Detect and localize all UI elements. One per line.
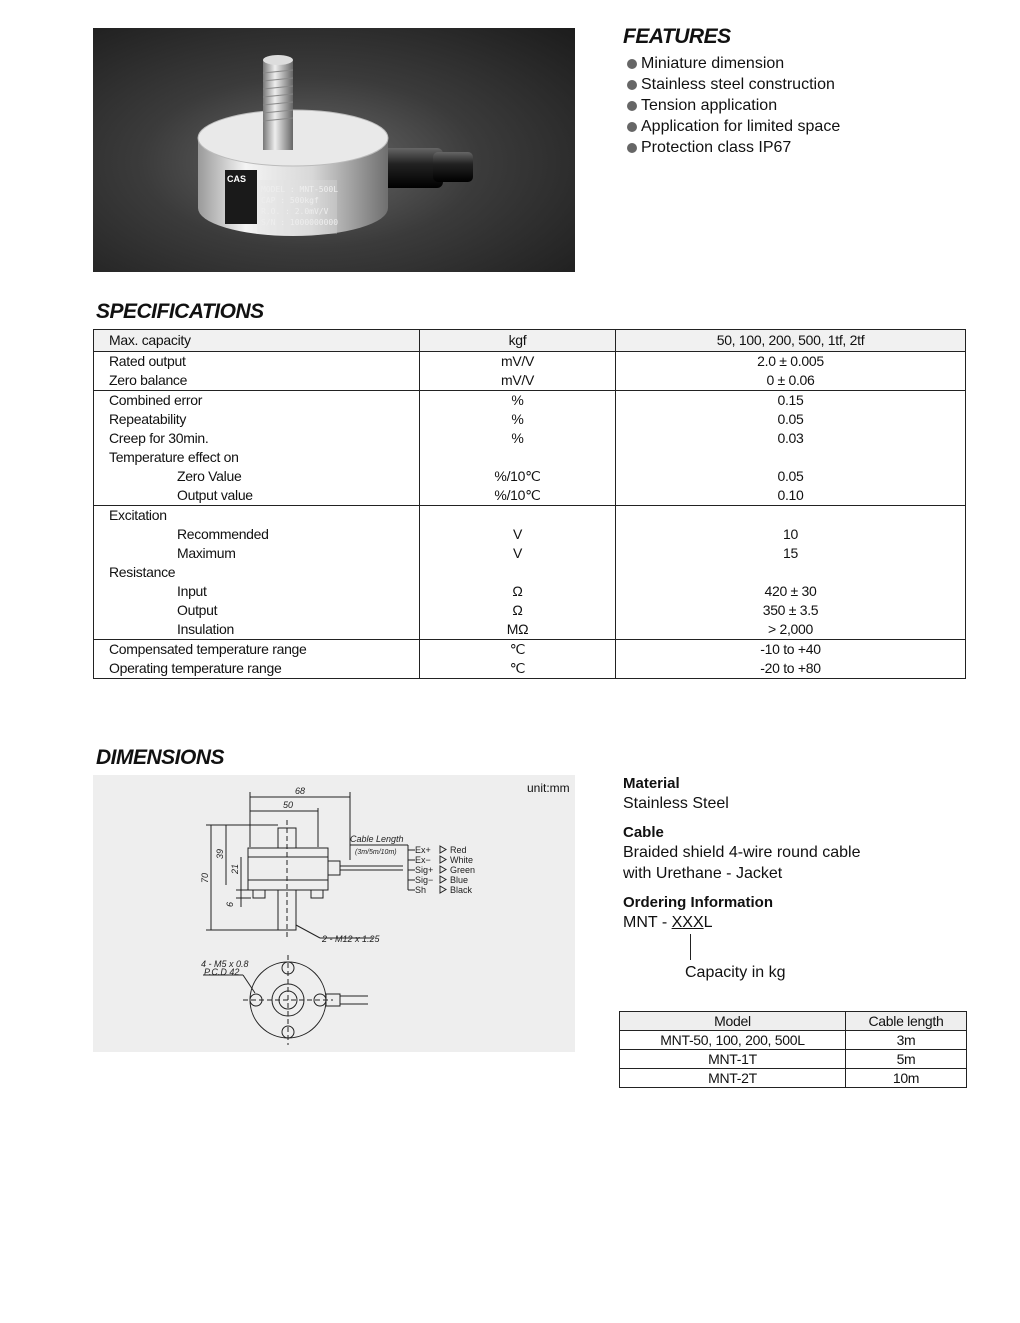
spec-unit <box>420 448 615 467</box>
spec-name: Maximum <box>177 545 236 561</box>
spec-value: 0.05 <box>777 411 804 427</box>
spec-value-cell <box>616 391 966 506</box>
ordering-suffix: L <box>703 914 713 931</box>
ordering-note: Capacity in kg <box>685 964 786 981</box>
spec-header-name: Max. capacity <box>94 330 420 352</box>
spec-name: Zero balance <box>109 372 188 388</box>
dim-21-label: 21 <box>230 863 240 874</box>
table-row <box>620 1050 967 1069</box>
spec-value: 0.05 <box>777 468 804 484</box>
spec-value-cell <box>616 506 966 640</box>
spec-value: 0.15 <box>777 392 804 408</box>
ordering-header-model: Model <box>620 1012 846 1031</box>
cable-line-1: Braided shield 4-wire round cable <box>623 844 861 861</box>
feature-item: Tension application <box>627 95 840 116</box>
photo-label-line: R.O. : 2.0mV/V <box>261 207 329 216</box>
spec-value: 2.0 ± 0.005 <box>757 353 824 369</box>
photo-label-line: CAP : 500kgf <box>261 196 319 205</box>
wire-arrow-icon <box>440 876 446 883</box>
ordering-model: MNT-50, 100, 200, 500L <box>620 1031 846 1050</box>
table-row <box>620 1031 967 1050</box>
spec-value <box>616 506 965 525</box>
wire-color: Black <box>450 885 473 895</box>
cable-line-2: with Urethane - Jacket <box>623 865 783 882</box>
spec-name: Output value <box>177 487 253 503</box>
ordering-cable-length: 5m <box>846 1050 967 1069</box>
wire-color: Blue <box>450 875 469 885</box>
spec-value <box>616 563 965 582</box>
spec-name: Insulation <box>177 621 234 637</box>
material-value: Stainless Steel <box>623 795 729 812</box>
wire-color-list <box>415 845 475 895</box>
spec-unit: % <box>511 430 524 446</box>
spec-unit: ℃ <box>509 660 526 676</box>
spec-name-cell <box>94 352 420 391</box>
spec-name-cell <box>94 506 420 640</box>
spec-value: 0.10 <box>777 487 804 503</box>
spec-value: 350 ± 3.5 <box>762 602 819 618</box>
product-photo <box>93 28 575 272</box>
features-list <box>627 53 840 158</box>
cable-length-options: (3m/5m/10m) <box>355 849 397 856</box>
bolt-label: 4 - M5 x 0.8 <box>201 959 249 969</box>
wire-arrow-icon <box>440 846 446 853</box>
spec-name: Creep for 30min. <box>109 430 209 446</box>
spec-name: Input <box>177 583 207 599</box>
spec-group-row <box>94 352 966 391</box>
spec-unit: % <box>511 392 524 408</box>
spec-name: Compensated temperature range <box>109 641 307 657</box>
dim-50-label: 50 <box>283 800 294 810</box>
material-title: Material <box>623 775 680 792</box>
spec-unit: %/10℃ <box>494 487 541 503</box>
ordering-title: Ordering Information <box>623 894 773 911</box>
dimensions-title: DIMENSIONS <box>96 746 225 769</box>
wire-color: White <box>450 855 474 865</box>
ordering-header-cable: Cable length <box>846 1012 967 1031</box>
spec-unit: V <box>512 526 523 542</box>
wire-color: Green <box>450 865 476 875</box>
photo-label-line: MODEL : MNT-500L <box>261 185 339 194</box>
specifications-table <box>93 329 966 679</box>
wire-signal: Sig− <box>415 875 434 885</box>
features-title: FEATURES <box>623 25 731 48</box>
dim-68-label: 68 <box>295 786 306 796</box>
spec-group-row <box>94 506 966 640</box>
spec-name: Zero Value <box>177 468 242 484</box>
spec-unit: %/10℃ <box>494 468 541 484</box>
wire-signal: Ex− <box>415 855 431 865</box>
spec-value: 0.03 <box>777 430 804 446</box>
ordering-cable-length: 3m <box>846 1031 967 1050</box>
ordering-prefix: MNT - <box>623 914 672 931</box>
spec-header-row <box>94 330 966 352</box>
wire-arrow-icon <box>440 886 446 893</box>
ordering-table <box>619 1011 967 1088</box>
feature-item: Application for limited space <box>627 116 840 137</box>
spec-unit-cell <box>420 352 616 391</box>
spec-value: 10 <box>783 526 798 542</box>
dim-39-label: 39 <box>215 848 225 859</box>
ordering-model: MNT-1T <box>620 1050 846 1069</box>
spec-unit-cell <box>420 640 616 679</box>
feature-item: Stainless steel construction <box>627 74 840 95</box>
spec-header-unit: kgf <box>420 330 616 352</box>
thread-label: 2 - M12 x 1.25 <box>322 934 380 944</box>
ordering-placeholder: XXX <box>671 914 704 931</box>
spec-name: Operating temperature range <box>109 660 282 676</box>
dimension-drawing <box>93 775 575 1052</box>
spec-header-value: 50, 100, 200, 500, 1tf, 2tf <box>616 330 966 352</box>
spec-value-cell <box>616 640 966 679</box>
feature-item: Protection class IP67 <box>627 137 840 158</box>
spec-body <box>94 352 966 679</box>
spec-name-cell <box>94 391 420 506</box>
spec-unit-cell <box>420 506 616 640</box>
table-row <box>620 1069 967 1088</box>
wire-color: Red <box>450 845 467 855</box>
wire-signal: Sig+ <box>415 865 434 875</box>
spec-name-cell <box>94 640 420 679</box>
wire-signal: Ex+ <box>415 845 431 855</box>
spec-value: > 2,000 <box>768 621 813 637</box>
spec-unit: % <box>511 411 524 427</box>
spec-name: Excitation <box>109 507 167 523</box>
cable-title: Cable <box>623 824 664 841</box>
spec-unit: Ω <box>512 583 523 599</box>
photo-label-line: S/N : 1000000000 <box>261 218 339 227</box>
ordering-header-row <box>620 1012 967 1031</box>
spec-name: Resistance <box>109 564 176 580</box>
spec-name: Output <box>177 602 218 618</box>
ordering-model: MNT-2T <box>620 1069 846 1088</box>
ordering-code <box>623 914 713 932</box>
photo-label <box>261 184 338 228</box>
spec-unit <box>420 506 615 525</box>
unit-label: unit:mm <box>527 781 570 795</box>
ordering-cable-length: 10m <box>846 1069 967 1088</box>
dim-70-label: 70 <box>200 872 210 883</box>
spec-group-row <box>94 640 966 679</box>
spec-name: Temperature effect on <box>109 449 239 465</box>
cable-length-label: Cable Length <box>350 834 404 844</box>
spec-name: Combined error <box>109 392 203 408</box>
spec-unit <box>420 563 615 582</box>
spec-value: -20 to +80 <box>760 660 821 676</box>
spec-name: Recommended <box>177 526 269 542</box>
spec-unit-cell <box>420 391 616 506</box>
spec-value: 15 <box>783 545 798 561</box>
spec-value-cell <box>616 352 966 391</box>
wire-signal: Sh <box>415 885 427 895</box>
spec-name: Repeatability <box>109 411 187 427</box>
spec-value: -10 to +40 <box>760 641 821 657</box>
dimension-svg <box>93 775 575 1052</box>
spec-name: Rated output <box>109 353 186 369</box>
spec-unit: mV/V <box>500 372 535 388</box>
pcd-label: P.C.D 42 <box>204 967 240 977</box>
ordering-leader-line <box>690 934 691 960</box>
wire-arrow-icon <box>440 856 446 863</box>
load-cell-illustration <box>93 28 575 272</box>
wire-arrow-icon <box>440 866 446 873</box>
spec-unit: Ω <box>512 602 523 618</box>
spec-value: 0 ± 0.06 <box>766 372 815 388</box>
spec-group-row <box>94 391 966 506</box>
feature-item: Miniature dimension <box>627 53 840 74</box>
spec-unit: ℃ <box>509 641 526 657</box>
dim-6-label: 6 <box>225 901 235 907</box>
spec-unit: V <box>512 545 523 561</box>
spec-unit: mV/V <box>500 353 535 369</box>
specifications-title: SPECIFICATIONS <box>96 300 264 323</box>
spec-value: 420 ± 30 <box>764 583 817 599</box>
photo-logo: CAS <box>227 174 247 184</box>
spec-unit: MΩ <box>506 621 529 637</box>
spec-value <box>616 448 965 467</box>
